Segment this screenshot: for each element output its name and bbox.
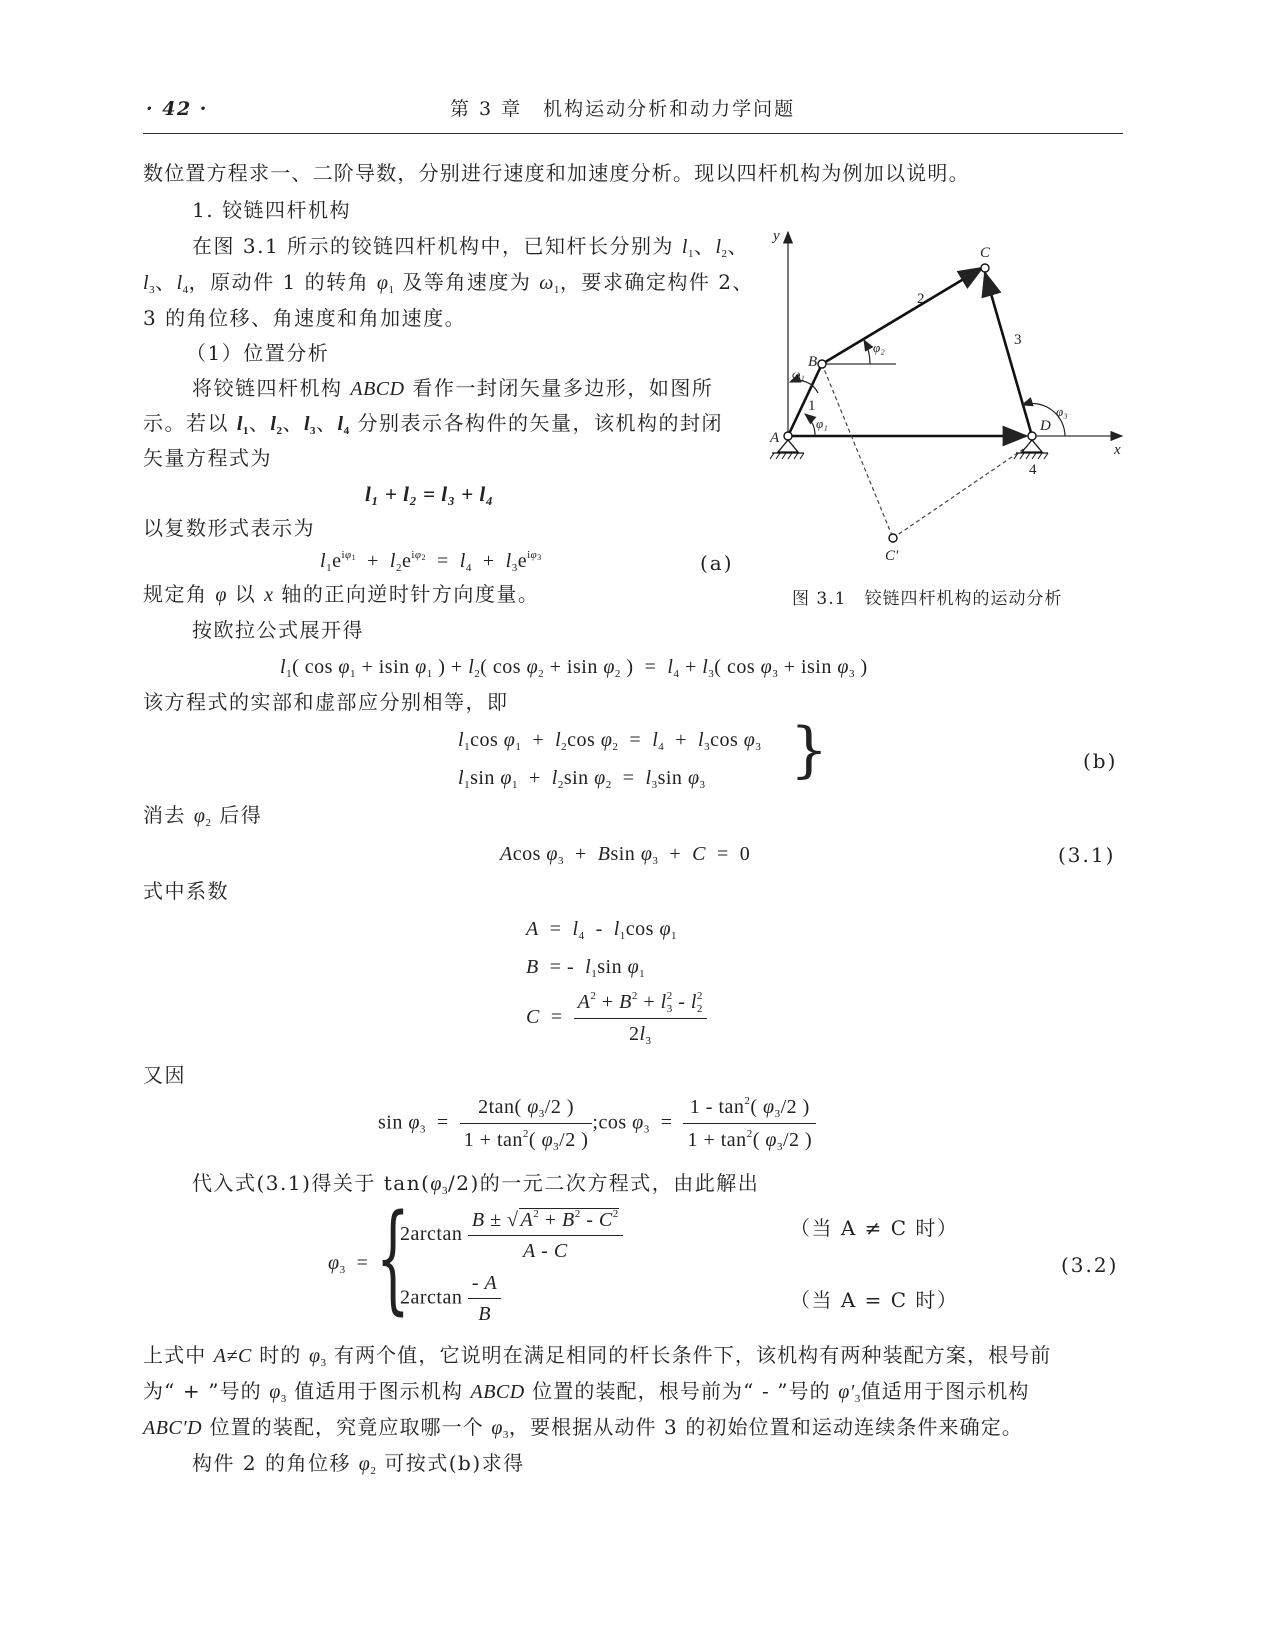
joint-c [981, 264, 989, 272]
equation-3-1: Acos $\varphi_3 + Bsin$ $\varphi_3 + C = 0$ [500, 843, 751, 867]
substitute-line: 代入式(3.1)得关于 $\tan(\varphi_3/2)$的一元二次方程式，由此解出 [192, 1171, 760, 1197]
system-b-eq2: $l_1\sin$ $\varphi_1 + l_2\sin$ $\varphi_2 = l_3\sin$ $\varphi_3$ [458, 767, 706, 791]
page-number: · 42 · [146, 98, 208, 120]
case-2-formula: 2arctan $\frac{- A}{B}$ [400, 1272, 501, 1326]
coeff-c: C = $\frac{A^2 + B^2 + l^2_3 - l^2_2}{2l_3}$ [526, 990, 707, 1047]
last-line: 构件 2 的角位移 $\varphi_2$ 可按式(b)求得 [192, 1451, 525, 1477]
link-3 [985, 273, 1032, 436]
label-c-prime: C′ [885, 548, 899, 564]
also-because: 又因 [143, 1063, 186, 1087]
label-link-2: 2 [917, 291, 925, 307]
ground-support-d [1014, 440, 1048, 459]
equation-label-3-1: (3.1) [1058, 843, 1116, 867]
alt-link-2 [822, 364, 893, 538]
equation-label-b: (b) [1083, 749, 1118, 773]
complex-intro: 以复数形式表示为 [143, 516, 315, 540]
case-1-formula: 2arctan $\frac{B \pm √ A^2 + B^2 - C^2}{A - C}$ [400, 1208, 623, 1263]
header-rule [143, 133, 1123, 134]
joint-c-prime [889, 534, 897, 542]
label-c: C [980, 245, 991, 261]
phi3-lhs: $\varphi_3$ = [328, 1252, 369, 1276]
figure-caption: 图 3.1 铰链四杆机构的运动分析 [792, 589, 1063, 609]
section-title: 1. 铰链四杆机构 [192, 198, 351, 222]
joint-a [784, 432, 792, 440]
euler-intro: 按欧拉公式展开得 [192, 618, 364, 642]
joint-b [818, 360, 826, 368]
eliminate-line: 消去 $\varphi_2$ 后得 [143, 803, 263, 829]
l2: $l_2$ [715, 236, 728, 260]
para1-line1: 在图 3.1 所示的铰链四杆机构中，已知杆长分别为 $l_1$、$l_2$、 [192, 234, 750, 260]
coeff-c-fraction: $\frac{A^2 + B^2 + l^2_3 - l^2_2}{2l_3}$ [574, 990, 707, 1047]
half-angle-identities: $\sin \varphi_3$ = $\frac{2\tan( \varphi_3/2 )}{1 + \tan^2( \varphi_3/2 )}$ ;cos $\varphi_3$ = $\frac{1 - \tan^2( \varphi_3/2 )}{1 + \tan^2( \varphi_3/2 )}$ [378, 1095, 816, 1153]
label-phi2: φ₂ [873, 340, 885, 355]
label-link-1: 1 [808, 398, 816, 414]
expanded-equation: $l_1$( $\cos \varphi_1 + isin$ $\varphi_1$ ) + $l_2$( $\cos \varphi_2 + isin$ $\varphi_2$ ) = $l_4 + l_3$( $\cos \varphi_3 + isin$ $\varphi_3$ ) [280, 656, 868, 680]
label-phi1: φ₁ [816, 416, 828, 431]
equation-label-3-2: (3.2) [1061, 1253, 1119, 1277]
phi2-arc [864, 340, 870, 364]
angle-rule: 规定角 φ 以 x 轴的正向逆时针方向度量。 [143, 582, 540, 606]
joint-d [1028, 432, 1036, 440]
alt-link-3 [893, 448, 1025, 538]
complex-equation: $l_1e^{i\varphi_1} + l_2e^{i\varphi_2} = l_4 + l_3e^{i\varphi_3}$ [320, 549, 542, 574]
chapter-title: 第 3 章 机构运动分析和动力学问题 [450, 98, 796, 120]
intro-line: 数位置方程求一、二阶导数，分别进行速度和加速度分析。现以四杆机构为例加以说明。 [143, 161, 970, 185]
label-phi3: φ₃ [1056, 404, 1068, 419]
label-y-axis: y [773, 228, 780, 244]
label-d: D [1040, 418, 1051, 434]
four-bar-linkage-diagram [760, 220, 1140, 580]
label-link-3: 3 [1014, 332, 1022, 348]
subsection-title: （1）位置分析 [186, 341, 330, 365]
para2-line2: 示。若以 $l_1$、$l_2$、$l_3$、$l_4$ 分别表示各构件的矢量，该机构的封闭 [143, 411, 723, 437]
label-link-4: 4 [1029, 462, 1037, 478]
para1-line2: $l_3$、$l_4$，原动件 1 的转角 $\varphi_1$ 及等角速度为 $\omega_1$，要求确定构件 2、 [143, 270, 754, 296]
phi1-arc [805, 414, 815, 436]
system-b-brace: } [790, 715, 829, 785]
piecewise-brace: { [376, 1188, 410, 1326]
l1: $l_1$ [681, 236, 694, 260]
case-2-condition: （当 A = C 时） [790, 1288, 959, 1312]
label-x-axis: x [1114, 442, 1121, 458]
system-b-eq1: $l_1\cos$ $\varphi_1 + l_2\cos$ $\varphi_2 = l_4 + l_3\cos$ $\varphi_3$ [458, 729, 762, 753]
text: 在图 3.1 所示的铰链四杆机构中，已知杆长分别为 [192, 234, 682, 258]
coeff-b: B = - $l_1\sin$ $\varphi_1$ [526, 956, 646, 980]
equation-label-a: (a) [700, 551, 734, 575]
vector-equation: l₁ + l₂ = l₃ + l₄ [365, 482, 494, 506]
para3-line1: 上式中 A≠C 时的 $\varphi_3$ 有两个值，它说明在满足相同的杆长条件下，该机构有两种装配方案，根号前 [143, 1343, 1052, 1369]
label-omega1: ω₁ [792, 367, 805, 381]
link-2 [822, 268, 982, 364]
coeff-a: $A = l_4 - l_1\cos$ $\varphi_1$ [526, 918, 678, 942]
para2-line3: 矢量方程式为 [143, 446, 272, 470]
real-imag-intro: 该方程式的实部和虚部应分别相等，即 [143, 690, 509, 714]
case-1-condition: （当 A ≠ C 时） [790, 1216, 959, 1240]
coeff-intro: 式中系数 [143, 879, 229, 903]
para2-line1: 将铰链四杆机构 ABCD 看作一封闭矢量多边形，如图所 [192, 376, 714, 400]
para1-line3: 3 的角位移、角速度和角加速度。 [143, 306, 467, 330]
para3-line2: 为“ + ”号的 $\varphi_3$ 值适用于图示机构 ABCD 位置的装配，根号前为“ - ”号的 $\varphi'_3$值适用于图示机构 [143, 1379, 1030, 1405]
label-a: A [770, 430, 780, 446]
label-b: B [808, 354, 818, 370]
para3-line3: ABC′D 位置的装配，究竟应取哪一个 $\varphi_3$，要根据从动件 3 的初始位置和运动连续条件来确定。 [143, 1415, 1023, 1441]
